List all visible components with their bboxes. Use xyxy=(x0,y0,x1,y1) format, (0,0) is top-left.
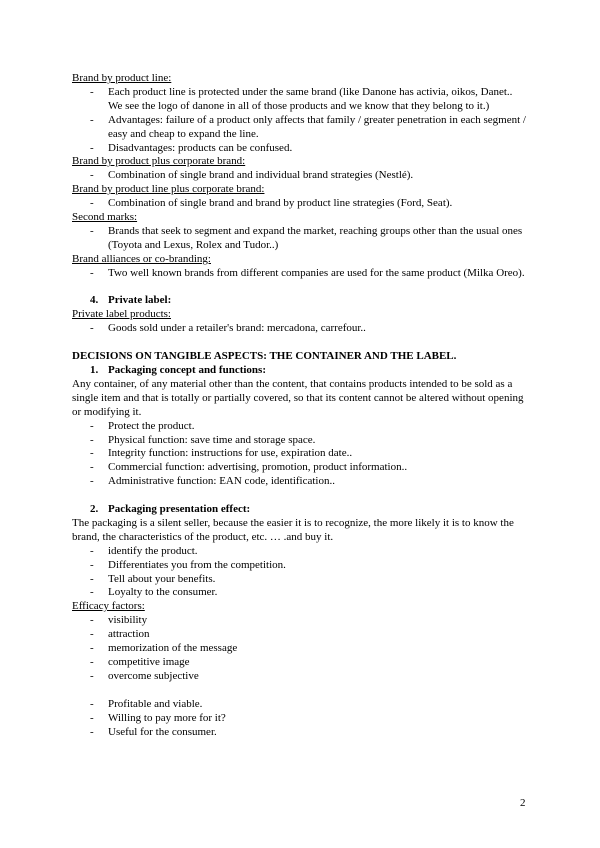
spacer xyxy=(72,281,528,295)
section-private-label xyxy=(72,294,528,308)
list-item: - Useful for the consumer. xyxy=(72,726,528,740)
section-title: Packaging presentation effect: xyxy=(108,503,251,516)
section-presentation-effect xyxy=(72,503,528,517)
list-item: - Brands that seek to segment and expand the market, reaching groups other than the usual ones (Toyota and Lexus, Rolex and Tudor..) xyxy=(72,225,528,253)
list-item: - Physical function: save time and storage space. xyxy=(72,434,528,448)
spacer xyxy=(72,684,528,698)
section-title: Private label: xyxy=(108,294,172,307)
list-item: - Willing to pay more for it? xyxy=(72,712,528,726)
list-item: - Integrity function: instructions for use, expiration date.. xyxy=(72,447,528,461)
list-item: - overcome subjective xyxy=(72,670,528,684)
list-item: - Tell about your benefits. xyxy=(72,573,528,587)
section-number: 4. xyxy=(90,294,99,307)
list-item: - Administrative function: EAN code, identification.. xyxy=(72,475,528,489)
list-item: - visibility xyxy=(72,614,528,628)
list-item: - Advantages: failure of a product only affects that family / greater penetration in each segment / easy and cheap to expand the line. xyxy=(72,114,528,142)
list-item: - Combination of single brand and individual brand strategies (Nestlé). xyxy=(72,169,528,183)
list-item: - Profitable and viable. xyxy=(72,698,528,712)
list-item: - Each product line is protected under the same brand (like Danone has activia, oikos, Danet.. We see the logo of danone in all of those products and we know that they belong to it.) xyxy=(72,86,528,114)
section-packaging-concept xyxy=(72,364,528,378)
list-item: - Goods sold under a retailer's brand: mercadona, carrefour.. xyxy=(72,322,528,336)
list-item: - competitive image xyxy=(72,656,528,670)
list-item: - Commercial function: advertising, promotion, product information.. xyxy=(72,461,528,475)
list-item: - Protect the product. xyxy=(72,420,528,434)
spacer xyxy=(72,336,528,350)
page-number: 2 xyxy=(520,797,526,809)
section-number: 2. xyxy=(90,503,99,516)
list-item: - Combination of single brand and brand by product line strategies (Ford, Seat). xyxy=(72,197,528,211)
list-item: - Disadvantages: products can be confused. xyxy=(72,142,528,156)
heading-tangible-aspects: DECISIONS ON TANGIBLE ASPECTS: THE CONTAINER AND THE LABEL. xyxy=(72,350,457,363)
section-title: Packaging concept and functions: xyxy=(108,364,266,376)
list-item: - memorization of the message xyxy=(72,642,528,656)
heading-efficacy-factors: Efficacy factors: xyxy=(72,600,145,613)
section-number: 1. xyxy=(90,364,99,376)
list-item: - Two well known brands from different companies are used for the same product (Milka Oreo). xyxy=(72,267,528,281)
list-item: - identify the product. xyxy=(72,545,528,559)
heading-brand-product-corporate: Brand by product plus corporate brand: xyxy=(72,155,246,168)
list-item: - attraction xyxy=(72,628,528,642)
heading-brand-line-corporate: Brand by product line plus corporate brand: xyxy=(72,183,265,196)
heading-private-label-products: Private label products: xyxy=(72,308,171,321)
list-item: - Differentiates you from the competition. xyxy=(72,559,528,573)
heading-second-marks: Second marks: xyxy=(72,211,138,224)
document-page xyxy=(72,72,528,739)
paragraph-packaging-concept: Any container, of any material other than the content, that contains products intended to be sold as a single item and that is totally or partially covered, so that its content cannot be altered without opening or modifying it. xyxy=(72,377,524,418)
paragraph-presentation-effect: The packaging is a silent seller, because the easier it is to recognize, the more likely it is to know the brand, the characteristics of the product, etc. … .and buy it. xyxy=(72,516,514,543)
heading-brand-alliances: Brand alliances or co-branding: xyxy=(72,252,211,265)
heading-brand-by-product-line: Brand by product line: xyxy=(72,72,172,84)
list-item: - Loyalty to the consumer. xyxy=(72,586,528,600)
spacer xyxy=(72,489,528,503)
